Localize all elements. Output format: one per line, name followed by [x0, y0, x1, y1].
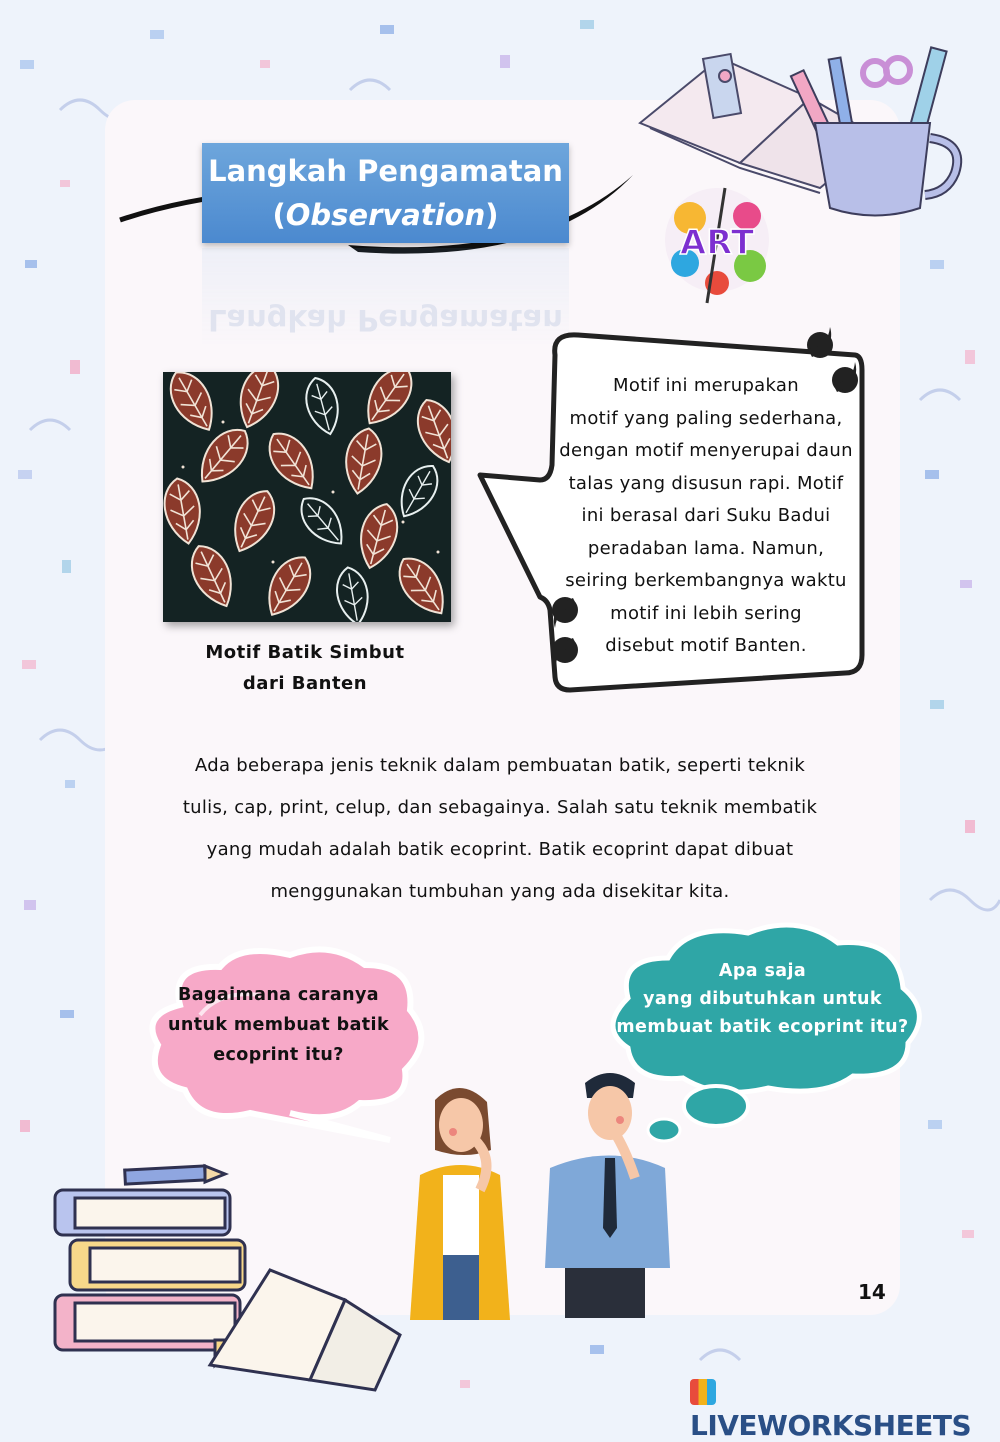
thinking-woman-illustration [395, 1080, 525, 1320]
batik-description: Motif ini merupakan motif yang paling sederhana, dengan motif menyerupai daun talas yang disusun rapi. Motif ini berasal dari Suku Badui peradaban lama. Namun, seiring berkembangnya waktu motif ini lebih sering disebut motif Banten. [559, 375, 853, 656]
teal-question: Apa saja yang dibutuhkan untuk membuat batik ecoprint itu? [616, 961, 909, 1037]
pink-question: Bagaimana caranya untuk membuat batik ecoprint itu? [167, 985, 389, 1065]
page-number: 14 [858, 1280, 886, 1304]
title-line-2: (Observation) [272, 198, 499, 232]
art-badge-text: ART [679, 223, 755, 263]
batik-pattern [163, 372, 451, 622]
art-badge-icon [655, 178, 780, 308]
batik-simbut-image [163, 372, 451, 622]
ecoprint-paragraph: Ada beberapa jenis teknik dalam pembuatan batik, seperti teknik tulis, cap, print, celup, dan sebagainya. Salah satu teknik membatik yang mudah adalah batik ecoprint. Batik ecoprint dapat dibuat menggunakan tumbuhan yang ada disekitar kita. [182, 755, 818, 902]
books-stack-illustration [45, 1160, 405, 1390]
liveworksheets-logo[interactable]: LIVEWORKSHEETS [690, 1376, 1000, 1442]
section-title [202, 143, 569, 243]
liveworksheets-mark-icon [690, 1379, 716, 1405]
title-reflection: Langkah Pengamatan [202, 248, 569, 348]
thinking-man-illustration [535, 1068, 675, 1318]
title-line-1: Langkah Pengamatan [208, 154, 563, 188]
batik-caption: Motif Batik Simbut dari Banten [205, 642, 405, 694]
title-emphasis: Observation [285, 198, 486, 232]
